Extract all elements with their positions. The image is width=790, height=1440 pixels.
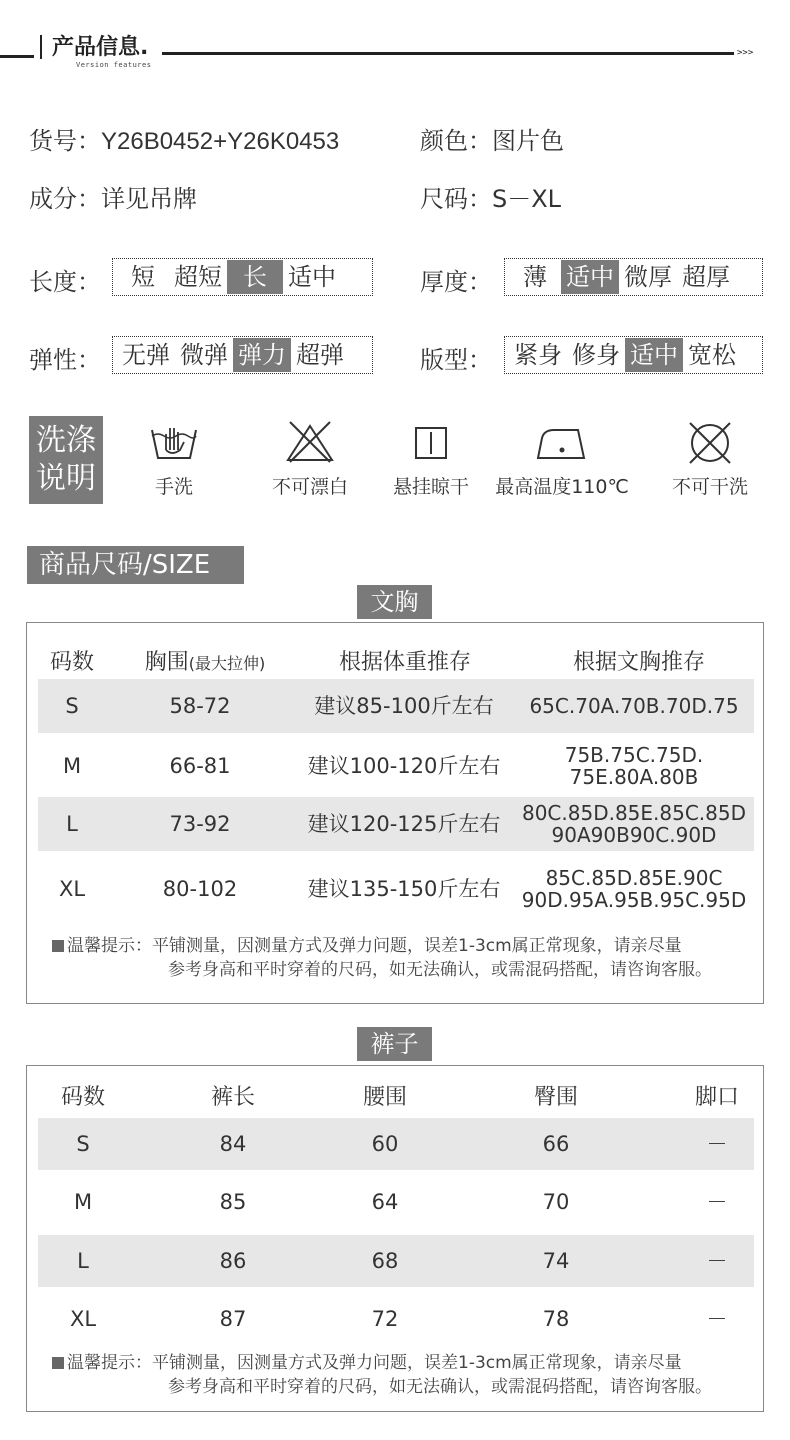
- pants-row-m: [38, 1176, 754, 1228]
- thickness-label: 厚度：: [420, 268, 492, 296]
- elasticity-options: [112, 336, 373, 374]
- note-bullet-icon: [52, 1357, 64, 1369]
- bra-cell-size: XL: [58, 876, 86, 901]
- bra-cell-weight: 建议135-150斤左右: [307, 876, 501, 901]
- color-row: [420, 121, 564, 156]
- bra-cell-chest: 73-92: [169, 811, 231, 836]
- bra-cell-size: M: [62, 753, 82, 778]
- care-item-no-bleach: [255, 420, 365, 499]
- page-title: 产品信息.: [52, 35, 149, 60]
- bra-note-line2: 参考身高和平时穿着的尺码，如无法确认，或需混码搭配，请咨询客服。: [168, 960, 712, 980]
- pants-cell-size: XL: [69, 1306, 97, 1331]
- note-bullet-icon: [52, 940, 64, 952]
- sku-label: 货号：: [29, 127, 101, 155]
- pants-note: [52, 1351, 762, 1399]
- bra-cell-bra-line2: 75E.80A.80B: [569, 765, 699, 789]
- pants-cell-hip: 78: [542, 1306, 570, 1331]
- elasticity-option-slight: 微弹: [180, 341, 228, 369]
- bra-cell-bra-line2: 90D.95A.95B.95C.95D: [521, 888, 747, 912]
- page-subtitle: Version features: [76, 61, 152, 69]
- pants-table-title: 裤子: [357, 1027, 432, 1061]
- sku-row: [29, 121, 339, 156]
- bra-cell-size: L: [66, 811, 78, 836]
- bra-header-chest: [120, 645, 290, 676]
- elasticity-option-none: 无弹: [122, 341, 170, 369]
- care-label-iron: 最高温度110℃: [495, 476, 629, 498]
- pants-cell-waist: 68: [371, 1248, 399, 1273]
- pants-row-l: [38, 1235, 754, 1287]
- bra-cell-bra: [514, 867, 754, 911]
- thickness-option-extra-thick: 超厚: [682, 263, 730, 291]
- elasticity-label: 弹性：: [29, 346, 101, 374]
- pants-cell-hem: －: [706, 1189, 728, 1214]
- care-label-no-dry-clean: 不可干洗: [671, 476, 748, 498]
- pants-header-size: 码数: [60, 1084, 105, 1110]
- size-range-row: [420, 179, 561, 214]
- pants-cell-length: 87: [219, 1306, 247, 1331]
- bra-cell-weight: 建议85-100斤左右: [314, 693, 494, 718]
- hang-dry-icon: [405, 420, 457, 464]
- bra-header-size: 码数: [49, 650, 94, 675]
- bra-cell-bra: [514, 695, 754, 718]
- bra-table-title: 文胸: [357, 585, 432, 619]
- pants-note-line1: 温馨提示：平铺测量，因测量方式及弹力问题，误差1-3cm属正常现象，请亲尽量: [67, 1353, 682, 1373]
- sku-value: Y26B0452+Y26K0453: [101, 128, 340, 155]
- bra-header-weight: 根据体重推存: [338, 650, 471, 675]
- bra-cell-size: S: [65, 693, 79, 718]
- pants-cell-waist: 72: [371, 1306, 399, 1331]
- care-item-hand-wash: [124, 420, 224, 499]
- care-label-line1: 洗涤: [36, 423, 96, 458]
- header-divider: [40, 35, 42, 59]
- thickness-option-slightly-thick: 微厚: [624, 263, 672, 291]
- size-section-title: 商品尺码/SIZE: [27, 546, 244, 584]
- thickness-option-thin: 薄: [523, 263, 547, 291]
- pants-cell-waist: 60: [371, 1131, 399, 1156]
- bra-row-s: [38, 679, 754, 733]
- size-range-label: 尺码：: [420, 185, 492, 213]
- bra-cell-chest: 80-102: [162, 876, 238, 901]
- pants-header-row: [38, 1078, 754, 1112]
- care-item-iron: [488, 420, 636, 499]
- bra-cell-bra-line2: 90A90B90C.90D: [551, 823, 717, 847]
- no-dry-clean-icon: [684, 420, 736, 464]
- header-rule-left: [0, 55, 34, 58]
- pants-header-hip: 臀围: [533, 1084, 578, 1110]
- pants-cell-hip: 74: [542, 1248, 570, 1273]
- pants-header-waist: 腰围: [362, 1084, 407, 1110]
- bra-cell-bra: [514, 744, 754, 788]
- pants-row-s: [38, 1118, 754, 1170]
- no-bleach-icon: [284, 420, 336, 464]
- bra-cell-weight: 建议120-125斤左右: [307, 811, 501, 836]
- iron-icon: [534, 420, 590, 464]
- bra-row-l: [38, 797, 754, 851]
- care-label-hang-dry: 悬挂晾干: [392, 476, 469, 498]
- length-options: [112, 258, 373, 296]
- pants-cell-length: 84: [219, 1131, 247, 1156]
- bra-header-bra: 根据文胸推存: [572, 650, 705, 675]
- pants-cell-hem: －: [706, 1306, 728, 1331]
- bra-cell-bra-line1: 80C.85D.85E.85C.85D: [521, 801, 747, 825]
- fit-option-tight: 紧身: [514, 341, 562, 369]
- bra-header-chest-label: 胸围: [144, 650, 189, 675]
- bra-cell-weight: 建议100-120斤左右: [307, 753, 501, 778]
- pants-header-length: 裤长: [210, 1084, 255, 1110]
- pants-cell-size: L: [77, 1248, 89, 1273]
- fit-label: 版型：: [420, 346, 492, 374]
- header-arrows: >>>: [737, 48, 754, 58]
- bra-row-m: [38, 737, 754, 795]
- bra-row-xl: [38, 860, 754, 918]
- pants-cell-length: 85: [219, 1189, 247, 1214]
- bra-cell-bra-line1: 75B.75C.75D.: [564, 743, 704, 767]
- fit-option-slim: 修身: [572, 341, 620, 369]
- fit-option-loose: 宽松: [688, 341, 736, 369]
- bra-cell-chest: 66-81: [169, 753, 231, 778]
- color-label: 颜色：: [420, 127, 492, 155]
- material-label: 成分：: [29, 185, 101, 213]
- pants-cell-size: M: [73, 1189, 93, 1214]
- length-label: 长度：: [29, 268, 101, 296]
- hand-wash-icon: [148, 420, 200, 464]
- care-item-no-dry-clean: [655, 420, 765, 499]
- bra-note: [52, 934, 762, 982]
- pants-cell-hip: 66: [542, 1131, 570, 1156]
- length-option-medium: 适中: [288, 263, 336, 291]
- pants-cell-size: S: [76, 1131, 90, 1156]
- elasticity-option-super: 超弹: [296, 341, 344, 369]
- material-row: [29, 179, 197, 214]
- length-option-extra-short: 超短: [174, 263, 222, 291]
- header-rule-right: [162, 52, 734, 55]
- bra-cell-chest: 58-72: [169, 693, 231, 718]
- size-range-value: S－XL: [492, 185, 562, 213]
- care-label-no-bleach: 不可漂白: [271, 476, 348, 498]
- pants-cell-waist: 64: [371, 1189, 399, 1214]
- bra-note-line1: 温馨提示：平铺测量，因测量方式及弹力问题，误差1-3cm属正常现象，请亲尽量: [67, 936, 682, 956]
- pants-header-hem: 脚口: [694, 1084, 739, 1110]
- care-label-line2: 说明: [36, 461, 96, 496]
- pants-cell-hip: 70: [542, 1189, 570, 1214]
- pants-row-xl: [38, 1293, 754, 1345]
- fit-option-regular: 适中: [625, 338, 683, 372]
- color-value: 图片色: [492, 127, 564, 155]
- pants-cell-length: 86: [219, 1248, 247, 1273]
- thickness-options: [504, 258, 763, 296]
- pants-cell-hem: －: [706, 1131, 728, 1156]
- pants-note-line2: 参考身高和平时穿着的尺码，如无法确认，或需混码搭配，请咨询客服。: [168, 1377, 712, 1397]
- elasticity-option-stretch: 弹力: [233, 338, 291, 372]
- fit-options: [504, 336, 763, 374]
- length-option-long: 长: [227, 260, 283, 294]
- bra-cell-bra-line1: 85C.85D.85E.90C: [545, 866, 723, 890]
- bra-header-chest-note: (最大拉伸): [188, 654, 266, 673]
- care-label-hand-wash: 手洗: [154, 476, 193, 498]
- bra-cell-bra-line1: 65C.70A.70B.70D.75: [529, 693, 739, 718]
- bra-cell-bra: [514, 802, 754, 846]
- pants-cell-hem: －: [706, 1248, 728, 1273]
- thickness-option-medium: 适中: [561, 260, 619, 294]
- care-label: [29, 416, 103, 504]
- material-value: 详见吊牌: [101, 185, 197, 213]
- length-option-short: 短: [131, 263, 155, 291]
- care-item-hang-dry: [376, 420, 486, 499]
